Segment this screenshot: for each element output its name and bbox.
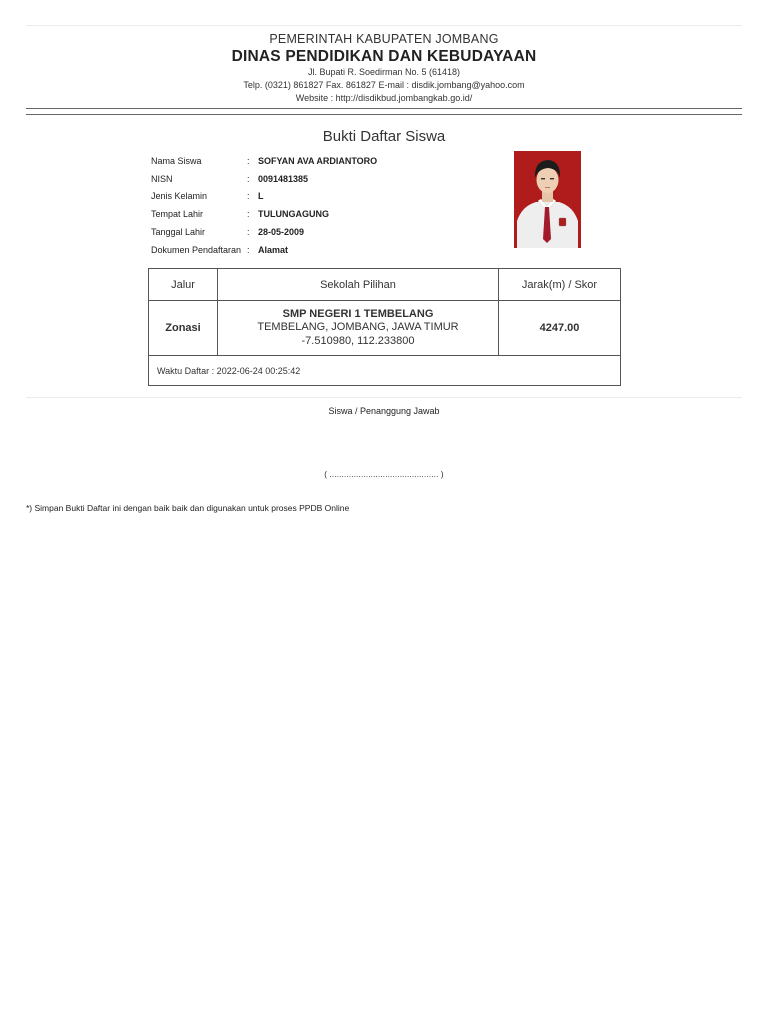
info-row-birthplace <box>151 205 377 223</box>
address-line: Jl. Bupati R. Soedirman No. 5 (61418) <box>307 67 461 77</box>
footnote: *) Simpan Bukti Daftar ini dengan baik baik dan digunakan untuk proses PPDB Online <box>26 503 350 513</box>
info-label: Jenis Kelamin <box>151 191 208 202</box>
government-name: PEMERINTAH KABUPATEN JOMBANG <box>269 32 499 46</box>
letterhead <box>0 32 768 105</box>
info-row-gender <box>151 188 377 206</box>
header-sekolah: Sekolah Pilihan <box>218 269 499 301</box>
school-location: TEMBELANG, JOMBANG, JAWA TIMUR <box>257 321 459 333</box>
header-jalur: Jalur <box>149 269 218 301</box>
student-birthdate: 28-05-2009 <box>258 227 305 238</box>
signature-label: Siswa / Penanggung Jawab <box>328 406 440 416</box>
signature-divider <box>26 397 742 398</box>
letterhead-double-rule <box>26 108 742 115</box>
contact-line: Telp. (0321) 861827 Fax. 861827 E-mail : disdik.jombang@yahoo.com <box>243 80 525 90</box>
info-label: Tempat Lahir <box>151 209 204 220</box>
registration-table <box>148 268 621 386</box>
student-name: SOFYAN AVA ARDIANTORO <box>258 155 378 166</box>
school-name: SMP NEGERI 1 TEMBELANG <box>282 308 434 320</box>
info-label: Nama Siswa <box>151 155 202 166</box>
info-colon: : <box>247 173 250 184</box>
info-row-document <box>151 241 377 259</box>
header-jarak: Jarak(m) / Skor <box>499 269 621 301</box>
score-value: 4247.00 <box>499 301 621 356</box>
department-name: DINAS PENDIDIKAN DAN KEBUDAYAAN <box>231 48 537 65</box>
table-row <box>149 301 621 356</box>
jalur-value: Zonasi <box>149 301 218 356</box>
registration-time: Waktu Daftar : 2022-06-24 00:25:42 <box>149 356 621 386</box>
waktu-row <box>149 356 621 386</box>
info-label: NISN <box>151 173 173 184</box>
info-row-nama <box>151 152 377 170</box>
student-info <box>151 152 377 259</box>
document-title: Bukti Daftar Siswa <box>322 128 446 145</box>
table-header-row <box>149 269 621 301</box>
info-label: Dokumen Pendaftaran <box>151 244 242 255</box>
info-colon: : <box>247 155 250 166</box>
student-document: Alamat <box>258 244 289 255</box>
info-label: Tanggal Lahir <box>151 227 206 238</box>
student-birthplace: TULUNGAGUNG <box>258 209 329 220</box>
info-colon: : <box>247 209 250 220</box>
signature-placeholder: ( ............................................. ) <box>324 470 444 479</box>
student-gender: L <box>258 191 264 202</box>
info-colon: : <box>247 191 250 202</box>
info-colon: : <box>247 244 250 255</box>
top-divider <box>26 25 742 26</box>
school-coordinates: -7.510980, 112.233800 <box>301 335 415 347</box>
website-line: Website : http://disdikbud.jombangkab.go.id/ <box>295 93 473 103</box>
info-colon: : <box>247 227 250 238</box>
student-photo-image <box>514 151 581 248</box>
student-nisn: 0091481385 <box>258 173 309 184</box>
info-row-nisn <box>151 170 377 188</box>
info-row-birthdate <box>151 223 377 241</box>
student-photo <box>514 151 581 248</box>
school-cell <box>218 301 499 356</box>
